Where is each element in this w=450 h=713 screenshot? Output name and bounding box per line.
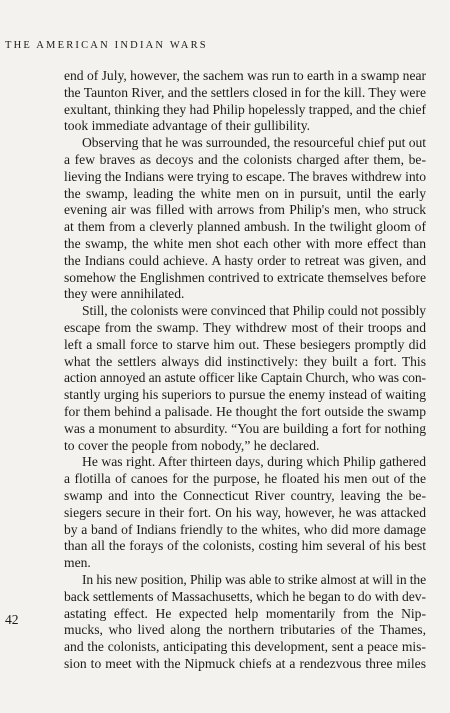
text-line: end of July, however, the sachem was run to earth in a swamp near bbox=[64, 68, 426, 83]
text-line: Still, the colonists were convinced that Philip could not possibly bbox=[82, 303, 426, 319]
text-line: siegers secure in their fort. On his way, however, he was attacked bbox=[64, 504, 426, 520]
text-line: for them behind a palisade. He thought the fort outside the swamp bbox=[64, 403, 426, 419]
text-line: astating effect. He expected help momentarily from the Nip- bbox=[64, 605, 426, 621]
text-line: what the settlers always did instinctively: they built a fort. This bbox=[64, 353, 426, 369]
text-line: to cover the people from nobody,” he declared. bbox=[64, 437, 320, 453]
text-line: men. bbox=[64, 555, 91, 571]
text-line: at them from a cleverly planned ambush. In the twilight gloom of bbox=[64, 219, 426, 235]
paragraph bbox=[64, 572, 426, 673]
paragraph bbox=[64, 135, 426, 303]
text-line: the swamp, the white men shot each other with more effect than bbox=[64, 235, 426, 251]
text-line: In his new position, Philip was able to strike almost at will in the bbox=[82, 571, 426, 587]
text-line: a few braves as decoys and the colonists charged after them, be- bbox=[64, 151, 426, 167]
text-line: escape from the swamp. They withdrew most of their troops and bbox=[64, 319, 426, 335]
text-line: a flotilla of canoes for the purpose, he floated his men out of the bbox=[64, 471, 426, 487]
text-line: the swamp, leading the white men on in pursuit, until the early bbox=[64, 185, 426, 201]
text-line: and the colonists, anticipating this development, sent a peace mis- bbox=[64, 639, 426, 655]
text-line: the Taunton River, and the settlers closed in for the kill. They were bbox=[64, 84, 426, 100]
page-number: 42 bbox=[5, 612, 19, 627]
text-line: He was right. After thirteen days, during which Philip gathered bbox=[82, 454, 426, 470]
text-line: mucks, who lived along the northern tributaries of the Thames, bbox=[64, 622, 426, 638]
text-line: exultant, thinking they had Philip hopelessly trapped, and the chief bbox=[64, 101, 426, 117]
text-line: back settlements of Massachusetts, which he began to do with dev- bbox=[64, 588, 426, 604]
text-line: by a band of Indians friendly to the whites, who did more damage bbox=[64, 521, 426, 537]
text-line: lieving the Indians were trying to escape. The braves withdrew into bbox=[64, 168, 426, 184]
text-line: left a small force to starve him out. These besiegers promptly did bbox=[64, 336, 426, 352]
text-line: the Indians could achieve. A hasty order to retreat was given, and bbox=[64, 252, 426, 268]
text-line: somehow the Englishmen contrived to extricate themselves before bbox=[64, 269, 426, 285]
text-line: sion to meet with the Nipmuck chiefs at a rendezvous three miles bbox=[64, 655, 426, 671]
running-head: THE AMERICAN INDIAN WARS bbox=[5, 40, 208, 51]
text-line: they were annihilated. bbox=[64, 286, 185, 302]
body-text bbox=[64, 68, 426, 673]
text-line: took immediate advantage of their gullibility. bbox=[64, 118, 311, 134]
text-line: swamp and into the Connecticut River country, leaving the be- bbox=[64, 487, 426, 503]
paragraph bbox=[64, 454, 426, 572]
text-line: than all the forays of the colonists, costing him several of his best bbox=[64, 538, 426, 554]
paragraph bbox=[64, 68, 426, 135]
text-line: Observing that he was surrounded, the resourceful chief put out bbox=[82, 135, 426, 151]
paragraph bbox=[64, 303, 426, 454]
text-line: action annoyed an astute officer like Captain Church, who was con- bbox=[64, 370, 426, 386]
text-line: evening air was filled with arrows from Philip's men, who struck bbox=[64, 202, 426, 218]
text-line: was a monument to absurdity. “You are building a fort for nothing bbox=[64, 420, 426, 436]
text-line: stantly urging his superiors to pursue the enemy instead of waiting bbox=[64, 387, 426, 403]
